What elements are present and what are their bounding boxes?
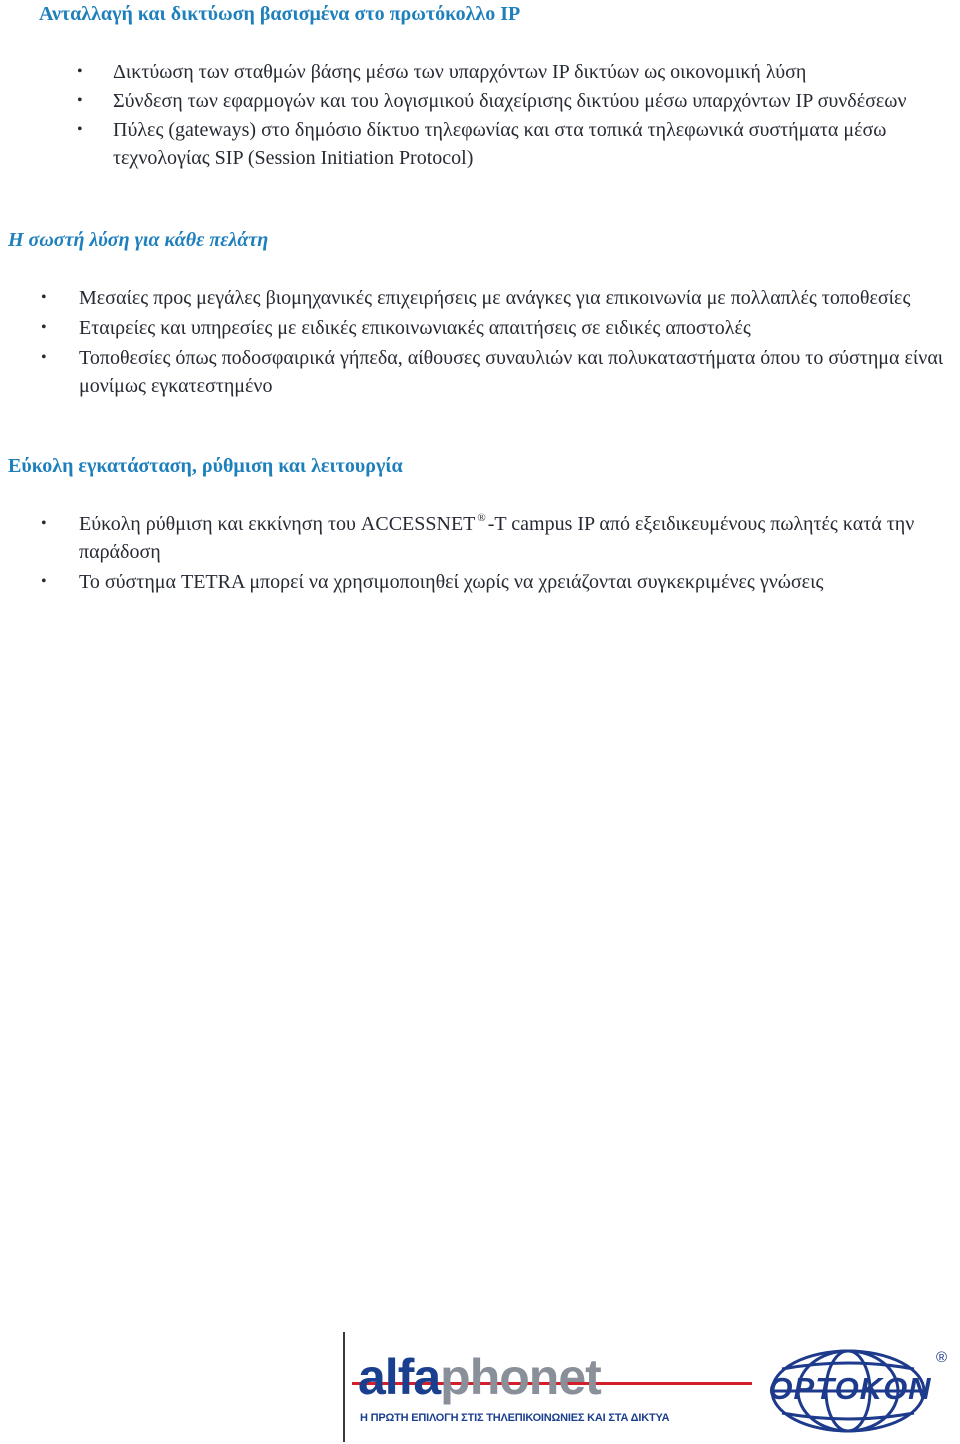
list-item-text: Πύλες (gateways) στο δημόσιο δίκτυο τηλεφωνίας και στα τοπικά τηλεφωνικά συστήματα μέσω τεχνολογίας SIP (Session Initiation Protocol)	[113, 119, 887, 169]
bullet-icon: •	[41, 573, 47, 590]
installation-list	[41, 510, 939, 598]
optokon-wordmark: OPTOKON	[768, 1371, 932, 1406]
bullet-icon: •	[41, 349, 47, 366]
section-heading-ip-networking: Ανταλλαγή και δικτύωση βασισμένα στο πρωτόκολλο IP	[39, 3, 521, 25]
optokon-logo	[748, 1345, 956, 1435]
list-item	[41, 568, 939, 596]
list-item-text: Σύνδεση των εφαρμογών και του λογισμικού διαχείρισης δικτύου μέσω υπαρχόντων IP συνδέσεων	[113, 90, 907, 112]
list-item-text: Μεσαίες προς μεγάλες βιομηχανικές επιχειρήσεις με ανάγκες για επικοινωνία με πολλαπλές τοποθεσίες	[79, 287, 911, 309]
alfaphonet-name-part2: phonet	[440, 1349, 601, 1405]
alfaphonet-logo	[352, 1342, 752, 1432]
section-heading-installation: Εύκολη εγκατάσταση, ρύθμιση και λειτουργία	[8, 455, 403, 477]
bullet-icon: •	[41, 515, 47, 532]
alfaphonet-name-part1: alfa	[358, 1349, 441, 1405]
registered-mark: ®	[477, 512, 486, 524]
list-item	[77, 58, 953, 86]
bullet-icon: •	[77, 92, 83, 109]
list-item	[77, 87, 953, 115]
section-heading-customers: Η σωστή λύση για κάθε πελάτη	[8, 229, 269, 251]
list-item	[41, 284, 960, 312]
list-item	[77, 116, 953, 172]
list-item	[41, 510, 939, 566]
list-item	[41, 314, 960, 342]
list-item	[41, 344, 960, 400]
ip-networking-list	[77, 58, 953, 173]
bullet-icon: •	[77, 121, 83, 138]
list-item-text: Εταιρείες και υπηρεσίες με ειδικές επικοινωνιακές απαιτήσεις σε ειδικές αποστολές	[79, 317, 751, 339]
bullet-icon: •	[77, 63, 83, 80]
list-item-text-part: Εύκολη ρύθμιση και εκκίνηση του ACCESSNET	[79, 513, 476, 535]
list-item-text: Το σύστημα TETRA μπορεί να χρησιμοποιηθεί χωρίς να χρειάζονται συγκεκριμένες γνώσεις	[79, 571, 824, 593]
list-item-text-part: -T campus IP από εξειδικευμένους πωλητές κατά την παράδοση	[79, 513, 915, 563]
alfaphonet-tagline: Η ΠΡΩΤΗ ΕΠΙΛΟΓΗ ΣΤΙΣ ΤΗΛΕΠΙΚΟΙΝΩΝΙΕΣ ΚΑΙ ΣΤΑ ΔΙΚΤΥΑ	[360, 1412, 670, 1424]
bullet-icon: •	[41, 289, 47, 306]
bullet-icon: •	[41, 319, 47, 336]
customers-list	[41, 284, 960, 402]
optokon-registered-mark: ®	[936, 1349, 948, 1366]
list-item-text: Δικτύωση των σταθμών βάσης μέσω των υπαρχόντων IP δικτύων ως οικονομική λύση	[113, 61, 807, 83]
alfaphonet-wordmark	[358, 1350, 601, 1404]
footer-divider	[343, 1332, 345, 1442]
list-item-text: Τοποθεσίες όπως ποδοσφαιρικά γήπεδα, αίθουσες συναυλιών και πολυκαταστήματα όπου το σύστημα είναι μονίμως εγκατεστημένο	[79, 347, 944, 397]
